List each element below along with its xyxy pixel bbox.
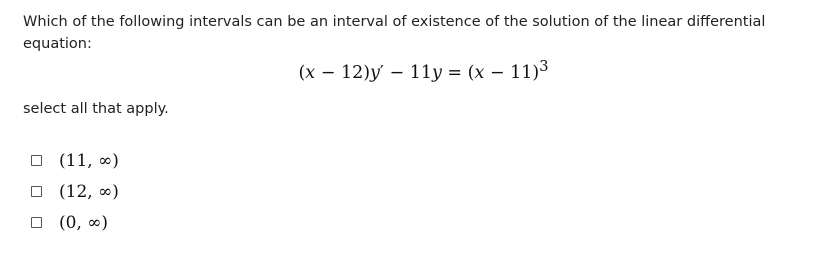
option-1[interactable] (31, 145, 119, 176)
option-3-checkbox[interactable] (31, 217, 42, 228)
instruction-text: select all that apply. (23, 101, 169, 117)
differential-equation (0, 58, 825, 83)
option-3-label: (0, ∞) (59, 212, 109, 233)
option-1-checkbox[interactable] (31, 155, 42, 166)
option-2-label: (12, ∞) (59, 181, 119, 202)
answer-options (31, 145, 119, 238)
option-2-checkbox[interactable] (31, 186, 42, 197)
option-3[interactable] (31, 207, 119, 238)
question-text: Which of the following intervals can be an interval of existence of the solution of the linear differential equation: (23, 14, 766, 52)
option-1-label: (11, ∞) (59, 150, 119, 171)
option-2[interactable] (31, 176, 119, 207)
equation-exponent: 3 (539, 58, 549, 75)
equation-body: (𝑥 − 12)𝑦′ − 11𝑦 = (𝑥 − 11) (298, 62, 540, 83)
